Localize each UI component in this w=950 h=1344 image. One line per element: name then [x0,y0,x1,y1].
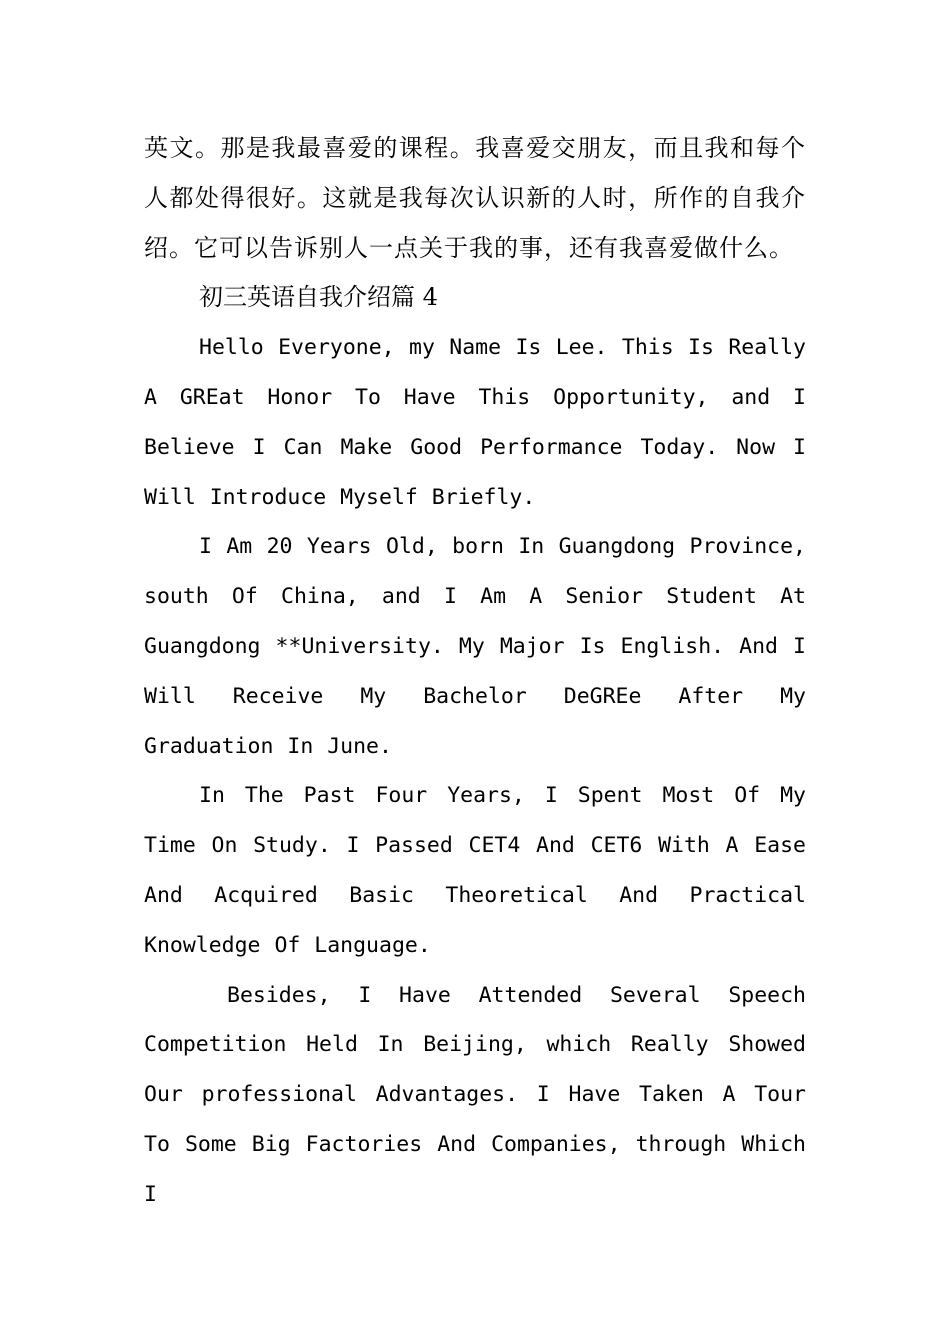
chinese-paragraph: 英文。那是我最喜爱的课程。我喜爱交朋友，而且我和每个人都处得很好。这就是我每次认识新的人时，所作的自我介绍。它可以告诉别人一点关于我的事，还有我喜爱做什么。 [144,134,806,262]
document-body [144,124,806,1220]
english-paragraph-4: Besides, I Have Attended Several Speech Competition Held In Beijing, which Really Showed Our professional Advantages. I Have Taken A Tour To Some Big Factories And Companies, through Which I [144,982,806,1207]
english-paragraph-3: In The Past Four Years, I Spent Most Of My Time On Study. I Passed CET4 And CET6 With A Ease And Acquired Basic Theoretical And Practical Knowledge Of Language. [144,783,806,958]
english-paragraph-1: Hello Everyone, my Name Is Lee. This Is Really A GREat Honor To Have This Opportunity, and I Believe I Can Make Good Performance Today. Now I Will Introduce Myself Briefly. [144,335,806,510]
english-paragraph-2: I Am 20 Years Old, born In Guangdong Province, south Of China, and I Am A Senior Student At Guangdong **University. My Major Is English. And I Will Receive My Bachelor DeGREe After My Graduation In June. [144,534,806,759]
section-heading: 初三英语自我介绍篇 4 [199,283,438,312]
